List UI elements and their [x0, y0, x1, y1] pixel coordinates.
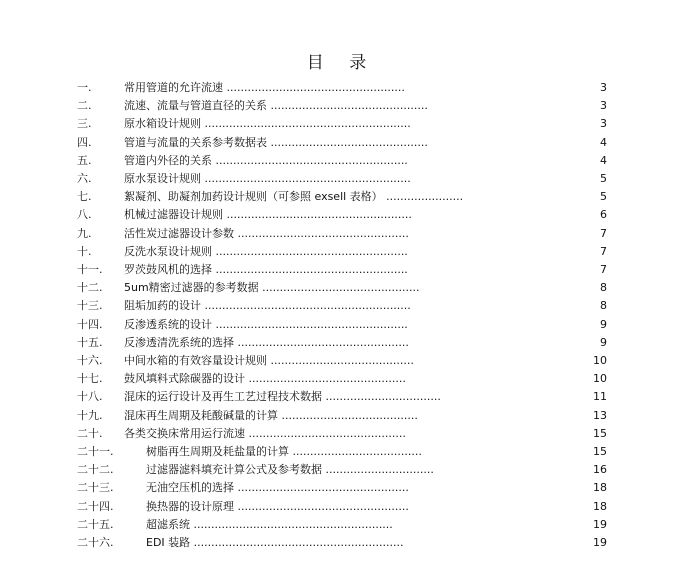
toc-entry[interactable]	[0, 225, 683, 243]
toc-entry-number: 七.	[77, 190, 92, 204]
toc-entry-text: 反洗水泵设计规则 .......................................................	[124, 244, 408, 258]
toc-entry[interactable]	[0, 316, 683, 334]
toc-entry-page: 4	[600, 153, 607, 167]
toc-entry-number: 一.	[77, 81, 92, 94]
toc-entry-page: 15	[593, 445, 607, 458]
toc-entry-page: 3	[600, 99, 607, 113]
toc-entry[interactable]	[0, 170, 683, 188]
toc-entry-number: 二十四.	[77, 499, 114, 513]
toc-entry[interactable]	[0, 370, 683, 388]
toc-entry-text: 原水泵设计规则 ...........................................................	[124, 172, 411, 185]
toc-entry-text: 各类交换床常用运行流速 .............................................	[124, 426, 406, 440]
toc-entry[interactable]	[0, 443, 683, 461]
toc-entry[interactable]	[0, 534, 683, 552]
toc-entry-text: 阻垢加药的设计 ...........................................................	[124, 299, 411, 313]
toc-entry-number: 十一.	[77, 263, 103, 276]
toc-entry-page: 15	[593, 426, 607, 440]
toc-entry-text: 5um精密过滤器的参考数据 .............................................	[124, 281, 420, 295]
toc-entry[interactable]	[0, 297, 683, 315]
toc-entry-text: 管道与流量的关系参考数据表 .............................................	[124, 135, 428, 149]
toc-entry[interactable]	[0, 388, 683, 406]
toc-entry-text: 常用管道的允许流速 ...................................................	[124, 81, 405, 94]
toc-entry-page: 18	[593, 481, 607, 495]
toc-entry-number: 二十六.	[77, 536, 114, 549]
toc-entry[interactable]	[0, 479, 683, 497]
toc-entry-page: 18	[593, 499, 607, 513]
toc-entry-page: 16	[593, 463, 607, 477]
toc-entry-number: 四.	[77, 135, 92, 149]
toc-entry[interactable]	[0, 206, 683, 224]
toc-entry-text: 罗茨鼓风机的选择 .......................................................	[124, 263, 408, 276]
toc-entry-page: 7	[600, 226, 607, 240]
toc-entry-number: 二十三.	[77, 481, 114, 495]
toc-entry[interactable]	[0, 516, 683, 534]
toc-entry[interactable]	[0, 188, 683, 206]
toc-entry-page: 3	[600, 81, 607, 94]
toc-entry-text: 过滤器滤料填充计算公式及参考数据 ...............................	[146, 463, 434, 477]
toc-entry-page: 9	[600, 335, 607, 349]
toc-entry-number: 十七.	[77, 372, 103, 386]
toc-entry-text: 机械过滤器设计规则 .....................................................	[124, 208, 412, 222]
toc-entry-number: 二十一.	[77, 445, 114, 458]
toc-entry-page: 19	[593, 536, 607, 549]
toc-entry-number: 十六.	[77, 354, 103, 367]
toc-entry-page: 10	[593, 372, 607, 386]
toc-entry-text: 活性炭过滤器设计参数 .................................................	[124, 226, 409, 240]
toc-entry-text: 超滤系统 .........................................................	[146, 517, 393, 531]
toc-entry-text: 反渗透系统的设计 .......................................................	[124, 317, 408, 331]
toc-entry-text: 絮凝剂、助凝剂加药设计规则（可参照 exsell 表格） ......................	[124, 190, 464, 204]
toc-entry-page: 4	[600, 135, 607, 149]
toc-entry-number: 八.	[77, 208, 92, 222]
toc-entry-page: 5	[600, 190, 607, 204]
toc-entry-number: 十.	[77, 244, 92, 258]
toc-entry-number: 九.	[77, 226, 92, 240]
toc-entry-number: 十八.	[77, 390, 103, 404]
toc-entry[interactable]	[0, 425, 683, 443]
toc-entry-text: 树脂再生周期及耗盐量的计算 .....................................	[146, 445, 422, 458]
toc-entry-text: 反渗透清洗系统的选择 .................................................	[124, 335, 409, 349]
toc-entry-text: 管道内外径的关系 .......................................................	[124, 153, 408, 167]
toc-entry[interactable]	[0, 352, 683, 370]
toc-entry-page: 6	[600, 208, 607, 222]
toc-entry-text: 混床的运行设计及再生工艺过程技术数据 .................................	[124, 390, 441, 404]
toc-entry[interactable]	[0, 279, 683, 297]
toc-entry-page: 8	[600, 281, 607, 295]
toc-entry[interactable]	[0, 134, 683, 152]
toc-entry-text: 鼓风填料式除碳器的设计 .............................................	[124, 372, 406, 386]
toc-entry-text: 中间水箱的有效容量设计规则 .........................................	[124, 354, 414, 367]
toc-entry-text: 混床再生周期及耗酸碱量的计算 .......................................	[124, 408, 418, 422]
toc-entry-text: 原水箱设计规则 ...........................................................	[124, 117, 411, 131]
toc-entry-number: 六.	[77, 172, 92, 185]
toc-entry-page: 19	[593, 517, 607, 531]
toc-entry[interactable]	[0, 115, 683, 133]
toc-entry[interactable]	[0, 461, 683, 479]
toc-entry-number: 二.	[77, 99, 92, 113]
toc-entry-page: 7	[600, 244, 607, 258]
toc-entry[interactable]	[0, 97, 683, 115]
toc-entry[interactable]	[0, 407, 683, 425]
toc-entry[interactable]	[0, 334, 683, 352]
toc-entry-number: 十四.	[77, 317, 103, 331]
toc-entry[interactable]	[0, 152, 683, 170]
toc-entry-number: 五.	[77, 153, 92, 167]
toc-entry[interactable]	[0, 498, 683, 516]
toc-entry-page: 9	[600, 317, 607, 331]
toc-entry-number: 十三.	[77, 299, 103, 313]
toc-entry-number: 二十五.	[77, 517, 114, 531]
toc-entry-page: 10	[593, 354, 607, 367]
toc-entry-page: 5	[600, 172, 607, 185]
toc-entry-page: 11	[593, 390, 607, 404]
toc-entry-page: 8	[600, 299, 607, 313]
toc-entry-text: EDI 装路 ............................................................	[146, 536, 404, 549]
toc-entry-number: 二十.	[77, 426, 103, 440]
toc-entry[interactable]	[0, 79, 683, 97]
toc-entry-number: 三.	[77, 117, 92, 131]
toc-entry-number: 十九.	[77, 408, 103, 422]
toc-entry-text: 流速、流量与管道直径的关系 .............................................	[124, 99, 428, 113]
toc-entry-number: 十二.	[77, 281, 103, 295]
toc-entry-number: 十五.	[77, 335, 103, 349]
toc-entry[interactable]	[0, 261, 683, 279]
toc-entry-page: 13	[593, 408, 607, 422]
toc-entry-number: 二十二.	[77, 463, 114, 477]
toc-entry-page: 3	[600, 117, 607, 131]
toc-entry-text: 无油空压机的选择 .................................................	[146, 481, 409, 495]
toc-entry-text: 换热器的设计原理 .................................................	[146, 499, 409, 513]
toc-entry[interactable]	[0, 243, 683, 261]
toc-entry-page: 7	[600, 263, 607, 276]
toc-title: 目 录	[306, 53, 377, 73]
